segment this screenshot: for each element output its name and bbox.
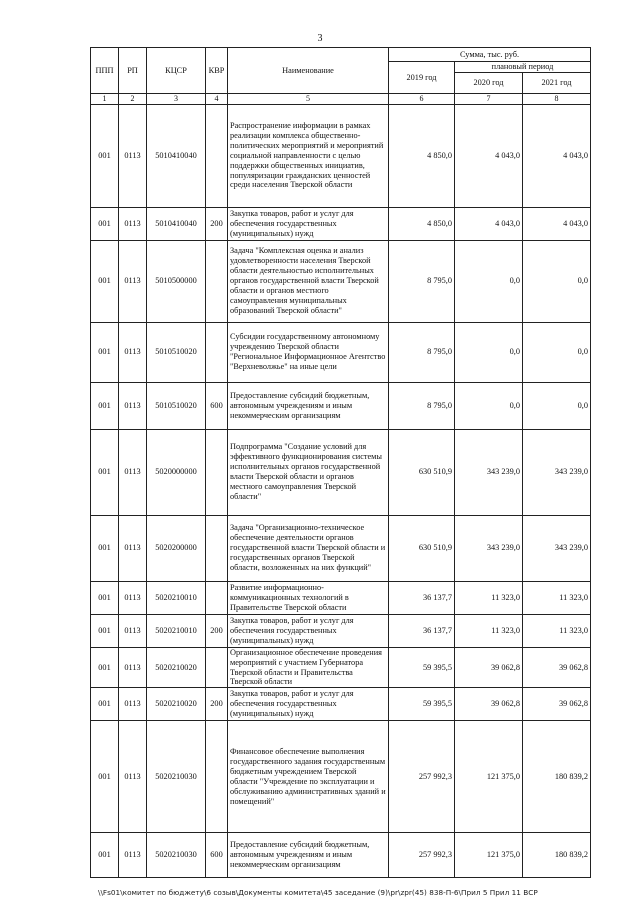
cell-name: Организационное обеспечение проведения мероприятий с участием Губернатора Тверской области и Правительства Тверской области	[228, 647, 389, 688]
cell-rp: 0113	[119, 515, 147, 581]
cell-2020: 39 062,8	[455, 647, 523, 688]
cell-2020: 343 239,0	[455, 429, 523, 515]
header-ppp: ППП	[91, 48, 119, 94]
cell-rp: 0113	[119, 104, 147, 207]
cell-kvr	[206, 721, 228, 833]
cell-2020: 0,0	[455, 240, 523, 322]
cell-2021: 4 043,0	[523, 104, 591, 207]
cell-2021: 39 062,8	[523, 647, 591, 688]
cell-2019: 4 850,0	[389, 207, 455, 240]
cell-rp: 0113	[119, 647, 147, 688]
cell-kvr	[206, 240, 228, 322]
cell-ppp: 001	[91, 515, 119, 581]
cell-2020: 343 239,0	[455, 515, 523, 581]
cell-name: Закупка товаров, работ и услуг для обеспечения государственных (муниципальных) нужд	[228, 207, 389, 240]
cell-2020: 0,0	[455, 382, 523, 429]
cell-ppp: 001	[91, 688, 119, 721]
cell-kvr	[206, 647, 228, 688]
header-2020: 2020 год	[455, 73, 523, 94]
cell-kvr: 200	[206, 207, 228, 240]
cell-kcsr: 5010410040	[147, 207, 206, 240]
table-row	[91, 721, 591, 833]
cell-name: Задача "Комплексная оценка и анализ удовлетворенности населения Тверской области деятельностью исполнительных органов государственной власти Тверской области и органов местного самоуправления муниципальных образований Тверской области"	[228, 240, 389, 322]
cell-kvr	[206, 515, 228, 581]
cell-2021: 343 239,0	[523, 429, 591, 515]
cell-kcsr: 5020210010	[147, 614, 206, 647]
cell-name: Закупка товаров, работ и услуг для обеспечения государственных (муниципальных) нужд	[228, 688, 389, 721]
cell-kcsr: 5010510020	[147, 322, 206, 382]
cell-2019: 8 795,0	[389, 322, 455, 382]
cell-name: Задача "Организационно-техническое обеспечение деятельности органов государственной власти Тверской области и государственных органов Тверской области, возложенных на них функций"	[228, 515, 389, 581]
cell-kvr	[206, 322, 228, 382]
cell-2020: 11 323,0	[455, 581, 523, 614]
cell-2021: 11 323,0	[523, 614, 591, 647]
cell-name: Предоставление субсидий бюджетным, автономным учреждениям и иным некоммерческим организациям	[228, 833, 389, 878]
cell-kvr: 200	[206, 614, 228, 647]
col-number: 1	[91, 94, 119, 105]
cell-name: Распространение информации в рамках реализации комплекса общественно-политических мероприятий и мероприятий социальной направленности с целью поддержки общественных инициатив, популяризации гражданских ценностей среди населения Тверской области	[228, 104, 389, 207]
table-row	[91, 688, 591, 721]
table-row	[91, 240, 591, 322]
col-number: 3	[147, 94, 206, 105]
cell-name: Развитие информационно-коммуникационных технологий в Правительстве Тверской области	[228, 581, 389, 614]
col-number: 5	[228, 94, 389, 105]
col-number: 7	[455, 94, 523, 105]
cell-2019: 59 395,5	[389, 647, 455, 688]
cell-kvr	[206, 429, 228, 515]
cell-kvr	[206, 104, 228, 207]
cell-kcsr: 5010500000	[147, 240, 206, 322]
file-path-footer: \\Fs01\комитет по бюджету\6 созыв\Документы комитета\45 заседание (9)\pr\zpr(45) 838-П-6\Прил 5 Прил 11 ВСР	[98, 888, 538, 897]
cell-2021: 343 239,0	[523, 515, 591, 581]
cell-ppp: 001	[91, 581, 119, 614]
cell-2019: 630 510,9	[389, 515, 455, 581]
cell-2020: 4 043,0	[455, 207, 523, 240]
cell-kvr: 600	[206, 833, 228, 878]
cell-rp: 0113	[119, 429, 147, 515]
cell-rp: 0113	[119, 581, 147, 614]
cell-2021: 11 323,0	[523, 581, 591, 614]
cell-2020: 11 323,0	[455, 614, 523, 647]
header-2021: 2021 год	[523, 73, 591, 94]
cell-rp: 0113	[119, 614, 147, 647]
cell-2021: 0,0	[523, 240, 591, 322]
cell-2021: 180 839,2	[523, 721, 591, 833]
cell-kcsr: 5020210020	[147, 647, 206, 688]
header-kvr: КВР	[206, 48, 228, 94]
cell-rp: 0113	[119, 322, 147, 382]
cell-name: Субсидии государственному автономному учреждению Тверской области "Региональное Информационное Агентство "Верхневолжье" на иные цели	[228, 322, 389, 382]
cell-name: Финансовое обеспечение выполнения государственного задания государственным бюджетным учреждением Тверской области "Учреждение по эксплуатации и обслуживанию административных зданий и помещений"	[228, 721, 389, 833]
cell-rp: 0113	[119, 833, 147, 878]
table-row	[91, 104, 591, 207]
table-row	[91, 382, 591, 429]
header-name: Наименование	[228, 48, 389, 94]
table-row	[91, 581, 591, 614]
cell-kcsr: 5020000000	[147, 429, 206, 515]
cell-name: Подпрограмма "Создание условий для эффективного функционирования системы исполнительных органов государственной власти Тверской области и органов местного самоуправления Тверской области"	[228, 429, 389, 515]
cell-rp: 0113	[119, 721, 147, 833]
cell-rp: 0113	[119, 207, 147, 240]
cell-2019: 257 992,3	[389, 833, 455, 878]
cell-ppp: 001	[91, 104, 119, 207]
cell-2019: 36 137,7	[389, 581, 455, 614]
cell-2019: 36 137,7	[389, 614, 455, 647]
cell-kvr: 600	[206, 382, 228, 429]
col-number: 8	[523, 94, 591, 105]
cell-2020: 121 375,0	[455, 833, 523, 878]
cell-kvr: 200	[206, 688, 228, 721]
cell-kcsr: 5020210030	[147, 833, 206, 878]
cell-2021: 4 043,0	[523, 207, 591, 240]
cell-ppp: 001	[91, 833, 119, 878]
table-row	[91, 647, 591, 688]
cell-2019: 257 992,3	[389, 721, 455, 833]
cell-2020: 4 043,0	[455, 104, 523, 207]
col-number: 2	[119, 94, 147, 105]
cell-2021: 180 839,2	[523, 833, 591, 878]
table-row	[91, 515, 591, 581]
cell-kcsr: 5020210020	[147, 688, 206, 721]
cell-ppp: 001	[91, 647, 119, 688]
cell-kvr	[206, 581, 228, 614]
header-planned-period: плановый период	[455, 62, 591, 73]
cell-ppp: 001	[91, 614, 119, 647]
col-number: 4	[206, 94, 228, 105]
cell-ppp: 001	[91, 322, 119, 382]
cell-name: Закупка товаров, работ и услуг для обеспечения государственных (муниципальных) нужд	[228, 614, 389, 647]
cell-2020: 121 375,0	[455, 721, 523, 833]
cell-2021: 39 062,8	[523, 688, 591, 721]
header-2019: 2019 год	[389, 62, 455, 94]
table-row	[91, 833, 591, 878]
table-row	[91, 207, 591, 240]
cell-rp: 0113	[119, 688, 147, 721]
cell-ppp: 001	[91, 382, 119, 429]
cell-kcsr: 5020210030	[147, 721, 206, 833]
budget-table	[90, 47, 591, 878]
cell-2021: 0,0	[523, 382, 591, 429]
page-number: 3	[317, 33, 323, 44]
cell-2021: 0,0	[523, 322, 591, 382]
table-row	[91, 614, 591, 647]
cell-2019: 59 395,5	[389, 688, 455, 721]
cell-ppp: 001	[91, 207, 119, 240]
cell-rp: 0113	[119, 240, 147, 322]
cell-2020: 39 062,8	[455, 688, 523, 721]
cell-2020: 0,0	[455, 322, 523, 382]
cell-2019: 630 510,9	[389, 429, 455, 515]
cell-2019: 8 795,0	[389, 382, 455, 429]
table-row	[91, 429, 591, 515]
cell-kcsr: 5020200000	[147, 515, 206, 581]
table-row	[91, 322, 591, 382]
cell-kcsr: 5020210010	[147, 581, 206, 614]
cell-ppp: 001	[91, 721, 119, 833]
header-rp: РП	[119, 48, 147, 94]
cell-kcsr: 5010510020	[147, 382, 206, 429]
header-sum: Сумма, тыс. руб.	[389, 48, 591, 62]
cell-ppp: 001	[91, 429, 119, 515]
cell-kcsr: 5010410040	[147, 104, 206, 207]
cell-2019: 4 850,0	[389, 104, 455, 207]
cell-2019: 8 795,0	[389, 240, 455, 322]
cell-rp: 0113	[119, 382, 147, 429]
col-number: 6	[389, 94, 455, 105]
cell-ppp: 001	[91, 240, 119, 322]
header-kcsr: КЦСР	[147, 48, 206, 94]
cell-name: Предоставление субсидий бюджетным, автономным учреждениям и иным некоммерческим организациям	[228, 382, 389, 429]
